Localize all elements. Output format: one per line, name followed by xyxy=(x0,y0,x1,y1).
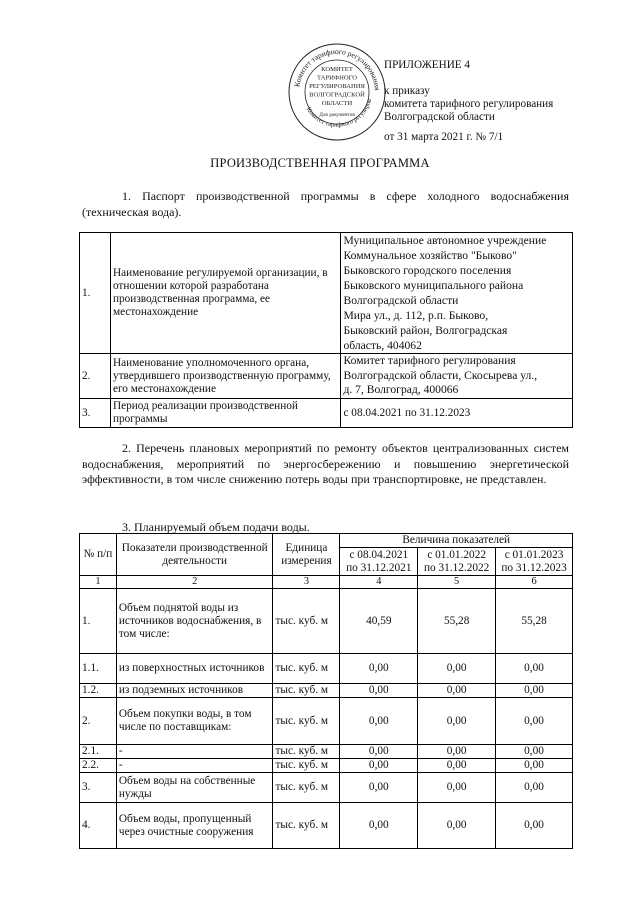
stamp-center-line: РЕГУЛИРОВАНИЯ xyxy=(309,83,365,90)
row-value: 0,00 xyxy=(418,654,496,684)
row-value: 0,00 xyxy=(340,684,418,698)
row-number: 2.1. xyxy=(80,745,117,759)
header-period: с 01.01.2022 по 31.12.2022 xyxy=(418,548,496,576)
table-row xyxy=(80,759,573,773)
appendix-header xyxy=(384,59,614,144)
column-number: 2 xyxy=(116,576,273,589)
table-row xyxy=(80,354,573,399)
passport-table xyxy=(79,232,573,428)
row-value: 0,00 xyxy=(340,698,418,745)
row-name: Объем поднятой воды из источников водоснабжения, в том числе: xyxy=(116,589,273,654)
row-name: - xyxy=(116,745,273,759)
header-values: Величина показателей xyxy=(340,534,573,548)
column-number: 3 xyxy=(273,576,340,589)
row-unit: тыс. куб. м xyxy=(273,698,340,745)
row-number: 3. xyxy=(80,773,117,803)
column-number: 5 xyxy=(418,576,496,589)
table-row xyxy=(80,773,573,803)
row-value: 0,00 xyxy=(418,773,496,803)
row-number: 2.2. xyxy=(80,759,117,773)
stamp-center-line: ТАРИФНОГО xyxy=(316,74,358,82)
header-line: от 31 марта 2021 г. № 7/1 xyxy=(384,131,504,143)
header-indicator: Показатели производственной деятельности xyxy=(116,534,273,576)
stamp-ring-bottom: Комитет тарифного регулиров xyxy=(304,98,374,129)
row-name: - xyxy=(116,759,273,773)
row-unit: тыс. куб. м xyxy=(273,773,340,803)
row-label: Наименование уполномоченного органа, утвердившего производственную программу, его местонахождение xyxy=(110,354,341,399)
row-value: 0,00 xyxy=(496,759,573,773)
column-number: 6 xyxy=(496,576,573,589)
row-value: 55,28 xyxy=(418,589,496,654)
row-name: из подземных источников xyxy=(116,684,273,698)
row-value: 0,00 xyxy=(496,773,573,803)
table-header-row xyxy=(80,534,573,548)
header-line: Волгоградской области xyxy=(384,111,495,123)
table-row xyxy=(80,745,573,759)
row-label: Наименование регулируемой организации, в отношении которой разработана производственная программа, ее местонахождение xyxy=(110,233,341,354)
row-name: из поверхностных источников xyxy=(116,654,273,684)
header-period: с 01.01.2023 по 31.12.2023 xyxy=(496,548,573,576)
row-value: 0,00 xyxy=(340,773,418,803)
page-title: ПРОИЗВОДСТВЕННАЯ ПРОГРАММА xyxy=(210,156,430,170)
column-number: 4 xyxy=(340,576,418,589)
row-number: 1. xyxy=(80,233,111,354)
water-volume-table xyxy=(79,533,573,849)
section1-text: 1. Паспорт производственной программы в сфере холодного водоснабжения (техническая вода). xyxy=(82,189,569,219)
row-value: 0,00 xyxy=(418,759,496,773)
row-number: 2. xyxy=(80,698,117,745)
row-number: 1. xyxy=(80,589,117,654)
row-unit: тыс. куб. м xyxy=(273,654,340,684)
row-value: 0,00 xyxy=(340,654,418,684)
row-unit: тыс. куб. м xyxy=(273,803,340,849)
row-name: Объем воды на собственные нужды xyxy=(116,773,273,803)
row-value: 0,00 xyxy=(496,745,573,759)
section3-text: 3. Планируемый объем подачи воды. xyxy=(122,520,310,534)
table-row xyxy=(80,684,573,698)
stamp-bottom-label: Для документов xyxy=(319,112,355,118)
table-row xyxy=(80,399,573,428)
row-number: 4. xyxy=(80,803,117,849)
column-number-row xyxy=(80,576,573,589)
row-value: 0,00 xyxy=(418,698,496,745)
header-unit: Единица измерения xyxy=(273,534,340,576)
row-value: Комитет тарифного регулирования Волгоградской области, Скосырева ул., д. 7, Волгоград, 400066 xyxy=(341,354,573,399)
table-row xyxy=(80,698,573,745)
table-row xyxy=(80,233,573,354)
row-value: с 08.04.2021 по 31.12.2023 xyxy=(341,399,573,428)
row-value: 0,00 xyxy=(418,684,496,698)
row-value: 0,00 xyxy=(496,803,573,849)
header-line: комитета тарифного регулирования xyxy=(384,98,554,110)
stamp-center-line: КОМИТЕТ xyxy=(321,66,353,73)
row-value: 0,00 xyxy=(418,745,496,759)
row-unit: тыс. куб. м xyxy=(273,745,340,759)
row-value: 0,00 xyxy=(496,684,573,698)
stamp-center-line: ОБЛАСТИ xyxy=(321,100,353,107)
header-num: № п/п xyxy=(80,534,117,576)
row-number: 3. xyxy=(80,399,111,428)
row-value: 0,00 xyxy=(496,654,573,684)
table-row xyxy=(80,803,573,849)
row-number: 1.1. xyxy=(80,654,117,684)
row-unit: тыс. куб. м xyxy=(273,759,340,773)
table-row xyxy=(80,589,573,654)
row-value: 0,00 xyxy=(340,759,418,773)
row-value: 40,59 xyxy=(340,589,418,654)
row-unit: тыс. куб. м xyxy=(273,589,340,654)
row-name: Объем покупки воды, в том числе по поставщикам: xyxy=(116,698,273,745)
row-value: 0,00 xyxy=(418,803,496,849)
row-label: Период реализации производственной программы xyxy=(110,399,341,428)
table-row xyxy=(80,654,573,684)
column-number: 1 xyxy=(80,576,117,589)
row-value: 55,28 xyxy=(496,589,573,654)
row-value: 0,00 xyxy=(496,698,573,745)
row-value: 0,00 xyxy=(340,745,418,759)
row-value: 0,00 xyxy=(340,803,418,849)
stamp-center-line: ВОЛГОГРАДСКОЙ xyxy=(309,91,365,99)
section2-text: 2. Перечень плановых мероприятий по ремонту объектов централизованных систем водоснабжения, мероприятий по энергосбережению и повышению энергетической эффективности, в том числе снижению потерь воды при транспортировке, не представлен. xyxy=(82,441,569,486)
header-period: с 08.04.2021 по 31.12.2021 xyxy=(340,548,418,576)
header-line: к приказу xyxy=(384,85,430,97)
row-value: Муниципальное автономное учреждение Коммунальное хозяйство "Быково" Быковского городского поселения Быковского муниципального района Волгоградской области Мира ул., д. 112, р.п. Быково, Быковский район, Волгоградская область, 404062 xyxy=(341,233,573,354)
stamp-ring-top: Комитет тарифного регулирования xyxy=(292,46,382,91)
row-number: 1.2. xyxy=(80,684,117,698)
row-number: 2. xyxy=(80,354,111,399)
row-unit: тыс. куб. м xyxy=(273,684,340,698)
row-name: Объем воды, пропущенный через очистные сооружения xyxy=(116,803,273,849)
header-line: ПРИЛОЖЕНИЕ 4 xyxy=(384,59,471,71)
official-stamp xyxy=(287,42,387,142)
